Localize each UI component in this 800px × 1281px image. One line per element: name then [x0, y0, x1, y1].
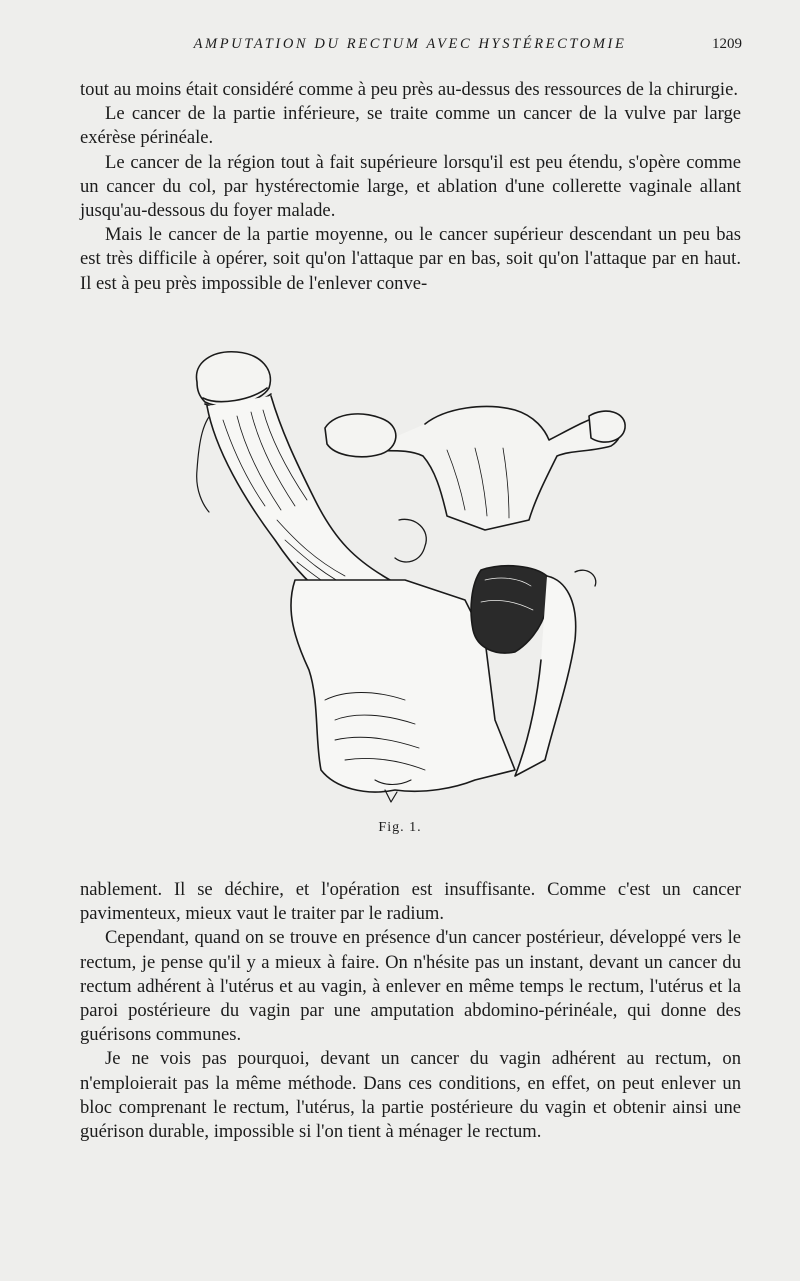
figure-caption: Fig. 1. [378, 820, 422, 835]
paragraph: nablement. Il se déchire, et l'opération est insuffisante. Comme c'est un cancer pavimenteux, mieux vaut le traiter par le radium. [80, 879, 741, 925]
anatomical-illustration [185, 340, 635, 810]
uterus-drawing [325, 406, 625, 530]
running-title: AMPUTATION DU RECTUM AVEC HYSTÉRECTOMIE [193, 36, 627, 52]
page-number: 1209 [712, 36, 742, 52]
page-header [78, 36, 742, 58]
paragraph: Je ne vois pas pourquoi, devant un cancer du vagin adhérent au rectum, on n'emploierait pas la même méthode. Dans ces conditions, en effet, on peut enlever un bloc comprenant le rectum, l'utérus, la partie postérieure du vagin et obtenir ainsi une guérison durable, impossible si l'on tient à ménager le rectum. [80, 1048, 741, 1143]
paragraph: Le cancer de la partie inférieure, se traite comme un cancer de la vulve par large exérèse périnéale. [80, 103, 741, 149]
paragraph: Cependant, quand on se trouve en présence d'un cancer postérieur, développé vers le rectum, je pense qu'il y a mieux à faire. On n'hésite pas un instant, devant un cancer du rectum adhérent à l'utérus et au vagin, à enlever en même temps le rectum, l'utérus et la paroi postérieure du vagin par une amputation abdomino-périnéale, qui donne des guérisons communes. [80, 927, 741, 1046]
paragraph: tout au moins était considéré comme à peu près au-dessus des ressources de la chirurgie. [80, 79, 738, 100]
body-text-bottom [80, 878, 741, 1144]
paragraph: Mais le cancer de la partie moyenne, ou le cancer supérieur descendant un peu bas est très difficile à opérer, soit qu'on l'attaque par en bas, soit qu'on l'attaque par en haut. Il est à peu près impossible de l'enlever conve- [80, 224, 741, 294]
paragraph: Le cancer de la région tout à fait supérieure lorsqu'il est peu étendu, s'opère comme un cancer du col, par hystérectomie large, et ablation d'une collerette vaginale allant jusqu'au-dessous du foyer malade. [80, 151, 741, 222]
body-text-top [80, 78, 741, 296]
